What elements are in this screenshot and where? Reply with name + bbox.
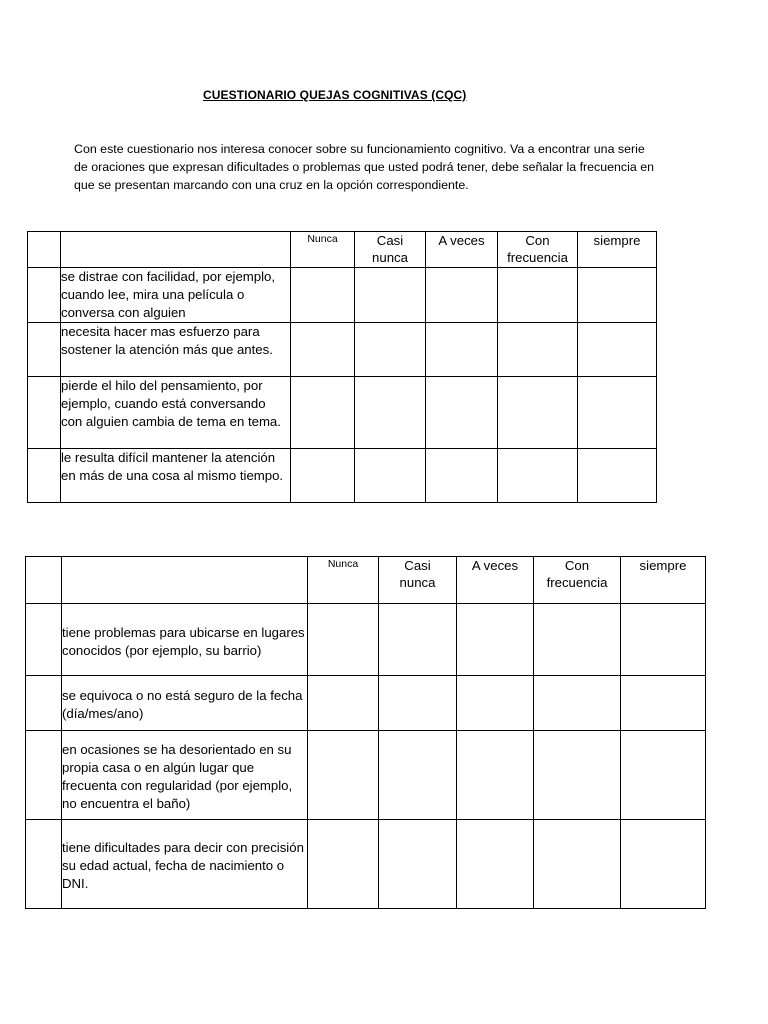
answer-cell-a-veces[interactable]	[426, 377, 498, 449]
row-number-cell	[26, 604, 62, 676]
answer-cell-a-veces[interactable]	[457, 820, 534, 909]
intro-paragraph	[74, 140, 704, 194]
row-number-cell	[28, 268, 61, 323]
table-row	[26, 604, 706, 676]
header-con-frecuencia	[498, 232, 578, 268]
header-con-frecuencia	[534, 557, 621, 604]
header-siempre: siempre	[578, 232, 657, 268]
header-line: Con	[564, 558, 590, 573]
row-number-cell	[28, 323, 61, 377]
answer-cell-siempre[interactable]	[578, 268, 657, 323]
table-row	[28, 268, 657, 323]
row-number-cell	[28, 377, 61, 449]
answer-cell-nunca[interactable]	[291, 268, 355, 323]
answer-cell-nunca[interactable]	[308, 676, 379, 731]
table-row	[26, 676, 706, 731]
header-row	[26, 557, 706, 604]
questionnaire-table-orientation	[25, 556, 706, 909]
answer-cell-con-frecuencia[interactable]	[498, 323, 578, 377]
answer-cell-casi-nunca[interactable]	[379, 604, 457, 676]
question-text: tiene dificultades para decir con precisión su edad actual, fecha de nacimiento o DNI.	[62, 820, 308, 909]
header-line: Con	[525, 233, 550, 248]
table-row	[28, 323, 657, 377]
header-a-veces: A veces	[457, 557, 534, 604]
header-siempre: siempre	[621, 557, 706, 604]
header-line: nunca	[372, 250, 408, 265]
header-row	[28, 232, 657, 268]
row-number-cell	[28, 449, 61, 503]
answer-cell-con-frecuencia[interactable]	[534, 731, 621, 820]
answer-cell-casi-nunca[interactable]	[379, 731, 457, 820]
answer-cell-a-veces[interactable]	[457, 731, 534, 820]
header-casi-nunca	[355, 232, 426, 268]
answer-cell-casi-nunca[interactable]	[355, 268, 426, 323]
answer-cell-con-frecuencia[interactable]	[498, 268, 578, 323]
question-header-cell	[62, 557, 308, 604]
answer-cell-a-veces[interactable]	[457, 676, 534, 731]
number-header-cell	[26, 557, 62, 604]
question-text: necesita hacer mas esfuerzo para sostener la atención más que antes.	[61, 323, 291, 377]
page-title: CUESTIONARIO QUEJAS COGNITIVAS (CQC)	[203, 88, 467, 102]
header-line: Casi	[404, 558, 431, 573]
answer-cell-siempre[interactable]	[621, 604, 706, 676]
answer-cell-siempre[interactable]	[621, 731, 706, 820]
answer-cell-nunca[interactable]	[308, 820, 379, 909]
table-row	[26, 820, 706, 909]
answer-cell-siempre[interactable]	[621, 676, 706, 731]
answer-cell-con-frecuencia[interactable]	[534, 676, 621, 731]
answer-cell-con-frecuencia[interactable]	[534, 604, 621, 676]
question-text: se distrae con facilidad, por ejemplo, cuando lee, mira una película o conversa con alguien	[61, 268, 291, 323]
answer-cell-nunca[interactable]	[291, 377, 355, 449]
intro-line: que se presentan marcando con una cruz en la opción correspondiente.	[74, 178, 469, 192]
answer-cell-casi-nunca[interactable]	[355, 377, 426, 449]
header-line: nunca	[399, 575, 436, 590]
answer-cell-casi-nunca[interactable]	[355, 449, 426, 503]
table-row	[28, 449, 657, 503]
question-text: en ocasiones se ha desorientado en su propia casa o en algún lugar que frecuenta con regularidad (por ejemplo, no encuentra el baño)	[62, 731, 308, 820]
questionnaire-table-attention	[27, 231, 657, 503]
answer-cell-casi-nunca[interactable]	[379, 820, 457, 909]
answer-cell-casi-nunca[interactable]	[355, 323, 426, 377]
intro-line: Con este cuestionario nos interesa conocer sobre su funcionamiento cognitivo. Va a encontrar una serie	[74, 142, 645, 156]
question-text: tiene problemas para ubicarse en lugares conocidos (por ejemplo, su barrio)	[62, 604, 308, 676]
header-a-veces: A veces	[426, 232, 498, 268]
answer-cell-a-veces[interactable]	[426, 323, 498, 377]
row-number-cell	[26, 676, 62, 731]
row-number-cell	[26, 731, 62, 820]
row-number-cell	[26, 820, 62, 909]
header-line: Casi	[376, 233, 404, 248]
answer-cell-siempre[interactable]	[578, 323, 657, 377]
table-row	[26, 731, 706, 820]
answer-cell-siempre[interactable]	[621, 820, 706, 909]
header-nunca: Nunca	[291, 232, 355, 268]
answer-cell-con-frecuencia[interactable]	[534, 820, 621, 909]
answer-cell-nunca[interactable]	[291, 449, 355, 503]
number-header-cell	[28, 232, 61, 268]
question-text: le resulta difícil mantener la atención en más de una cosa al mismo tiempo.	[61, 449, 291, 503]
table-row	[28, 377, 657, 449]
answer-cell-a-veces[interactable]	[426, 449, 498, 503]
answer-cell-a-veces[interactable]	[457, 604, 534, 676]
header-casi-nunca	[379, 557, 457, 604]
answer-cell-siempre[interactable]	[578, 377, 657, 449]
answer-cell-a-veces[interactable]	[426, 268, 498, 323]
answer-cell-siempre[interactable]	[578, 449, 657, 503]
answer-cell-nunca[interactable]	[308, 604, 379, 676]
answer-cell-casi-nunca[interactable]	[379, 676, 457, 731]
answer-cell-con-frecuencia[interactable]	[498, 449, 578, 503]
answer-cell-con-frecuencia[interactable]	[498, 377, 578, 449]
answer-cell-nunca[interactable]	[308, 731, 379, 820]
header-nunca: Nunca	[308, 557, 379, 604]
intro-line: de oraciones que expresan dificultades o problemas que usted podrá tener, debe señalar la frecuencia en	[74, 160, 654, 174]
question-text: se equivoca o no está seguro de la fecha (día/mes/ano)	[62, 676, 308, 731]
question-header-cell	[61, 232, 291, 268]
header-line: frecuencia	[507, 250, 568, 265]
header-line: frecuencia	[546, 575, 608, 590]
question-text: pierde el hilo del pensamiento, por ejemplo, cuando está conversando con alguien cambia de tema en tema.	[61, 377, 291, 449]
answer-cell-nunca[interactable]	[291, 323, 355, 377]
